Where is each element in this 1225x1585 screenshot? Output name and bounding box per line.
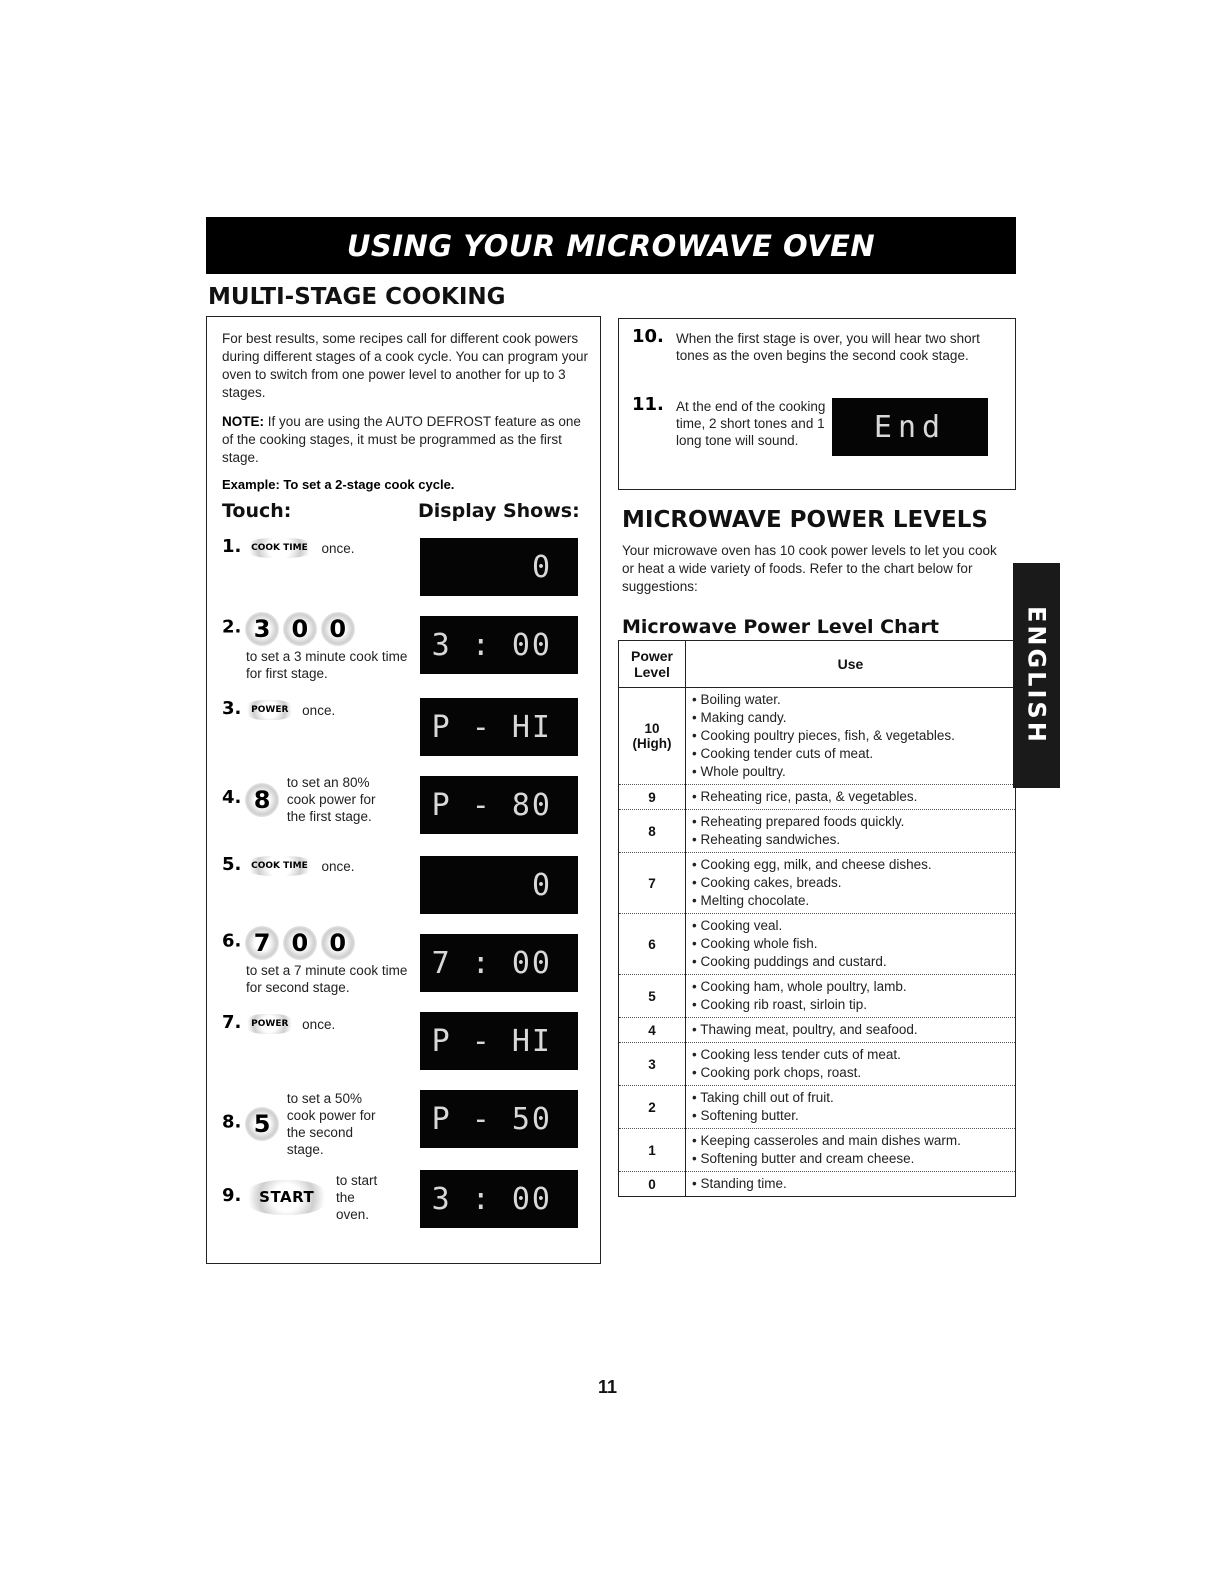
digit-0-key-icon: 0: [321, 926, 355, 960]
use-item: • Cooking puddings and custard.: [692, 953, 1009, 971]
use-cell: [686, 810, 1016, 853]
digit-0-key-icon: 0: [283, 612, 317, 646]
power-level-cell: [619, 785, 686, 810]
power-level-table: [618, 640, 1016, 1197]
use-cell: [686, 1043, 1016, 1086]
power-levels-title: MICROWAVE POWER LEVELS: [622, 507, 988, 533]
power-level-value: 10: [644, 721, 660, 736]
use-item: • Cooking pork chops, roast.: [692, 1064, 1009, 1082]
step-desc: once.: [302, 702, 336, 718]
use-item: • Taking chill out of fruit.: [692, 1089, 1009, 1107]
step-number: 5.: [222, 854, 242, 875]
step-number: 1.: [222, 536, 242, 557]
step-1: [222, 538, 355, 558]
step-desc: to set an 80% cook power for the first stage.: [286, 775, 376, 824]
power-level-value: 3: [648, 1056, 656, 1072]
use-item: • Reheating sandwiches.: [692, 831, 1009, 849]
example-caption: Example: To set a 2-stage cook cycle.: [222, 477, 455, 492]
multi-stage-note: [222, 413, 594, 467]
step-4: [222, 774, 397, 825]
use-item: • Cooking whole fish.: [692, 935, 1009, 953]
display-step-8: P - 50: [420, 1090, 578, 1148]
digit-7-key-icon: 7: [245, 926, 279, 960]
digit-0-key-icon: 0: [321, 612, 355, 646]
step-desc: once.: [321, 540, 355, 556]
use-item: • Reheating rice, pasta, & vegetables.: [692, 788, 1009, 806]
step-11: [632, 394, 827, 449]
cook-time-key-icon: COOK TIME: [245, 856, 314, 876]
language-tab: [1013, 563, 1060, 788]
use-cell: [686, 688, 1016, 785]
digit-0-key-icon: 0: [283, 926, 317, 960]
power-level-cell: [619, 975, 686, 1018]
use-item: • Cooking cakes, breads.: [692, 874, 1009, 892]
use-cell: [686, 975, 1016, 1018]
power-level-value: 2: [648, 1099, 656, 1115]
use-item: • Melting chocolate.: [692, 892, 1009, 910]
use-cell: [686, 1086, 1016, 1129]
use-cell: [686, 1129, 1016, 1172]
power-level-value: 1: [648, 1142, 656, 1158]
power-level-value: 9: [648, 789, 656, 805]
table-row: [619, 914, 1016, 975]
use-item: • Softening butter.: [692, 1107, 1009, 1125]
step-10: [632, 326, 992, 364]
table-body: [619, 688, 1016, 1197]
digit-5-key-icon: 5: [245, 1107, 279, 1141]
step-2: [222, 612, 411, 682]
use-cell: [686, 914, 1016, 975]
power-level-cell: [619, 853, 686, 914]
display-step-5: 0: [420, 856, 578, 914]
display-shows-header: Display Shows:: [418, 500, 580, 522]
use-cell: [686, 785, 1016, 810]
step-desc: to start the oven.: [336, 1173, 378, 1222]
multi-stage-intro: For best results, some recipes call for different cook powers during different stages of a cook cycle. You can program your oven to switch from one power level to another for up to 3 stages.: [222, 331, 588, 400]
power-chart-title: Microwave Power Level Chart: [622, 616, 939, 638]
display-step-7: P - HI: [420, 1012, 578, 1070]
use-item: • Softening butter and cream cheese.: [692, 1150, 1009, 1168]
step-desc: to set a 3 minute cook time for first stage.: [246, 649, 408, 681]
step-number: 4.: [222, 787, 242, 809]
step-desc: At the end of the cooking time, 2 short tones and 1 long tone will sound.: [676, 399, 826, 448]
table-row: [619, 1172, 1016, 1197]
step-number: 9.: [222, 1185, 242, 1207]
display-step-9: 3 : 00: [420, 1170, 578, 1228]
power-level-cell: [619, 688, 686, 785]
use-item: • Cooking egg, milk, and cheese dishes.: [692, 856, 1009, 874]
table-row: [619, 688, 1016, 785]
step-6: [222, 926, 411, 996]
table-row: [619, 853, 1016, 914]
use-item: • Cooking less tender cuts of meat.: [692, 1046, 1009, 1064]
use-item: • Thawing meat, poultry, and seafood.: [692, 1021, 1009, 1039]
step-9: [222, 1172, 391, 1223]
table-row: [619, 1129, 1016, 1172]
table-header-row: [619, 641, 1016, 688]
power-key-icon: POWER: [245, 1014, 294, 1034]
step-number: 3.: [222, 698, 242, 719]
power-level-cell: [619, 1043, 686, 1086]
power-level-cell: [619, 810, 686, 853]
power-level-cell: [619, 914, 686, 975]
page-number: 11: [598, 1377, 618, 1397]
display-step-4: P - 80: [420, 776, 578, 834]
step-desc: once.: [321, 858, 355, 874]
power-level-cell: [619, 1129, 686, 1172]
step-number: 8.: [222, 1111, 242, 1133]
power-level-value: 6: [648, 936, 656, 952]
step-5: [222, 856, 355, 876]
display-step-1: 0: [420, 538, 578, 596]
step-desc: When the first stage is over, you will hear two short tones as the oven begins the second cook stage.: [676, 331, 980, 363]
step-8: [222, 1090, 387, 1158]
banner-title: USING YOUR MICROWAVE OVEN: [346, 228, 876, 263]
step-desc: to set a 50% cook power for the second stage.: [286, 1091, 376, 1157]
use-item: • Keeping casseroles and main dishes warm.: [692, 1132, 1009, 1150]
display-step-6: 7 : 00: [420, 934, 578, 992]
power-level-cell: [619, 1172, 686, 1197]
display-step-3: P - HI: [420, 698, 578, 756]
use-item: • Standing time.: [692, 1175, 1009, 1193]
power-level-cell: [619, 1018, 686, 1043]
step-7: [222, 1014, 335, 1034]
use-cell: [686, 1018, 1016, 1043]
use-item: • Whole poultry.: [692, 763, 1009, 781]
use-item: • Making candy.: [692, 709, 1009, 727]
step-desc: to set a 7 minute cook time for second stage.: [246, 963, 408, 995]
power-key-icon: POWER: [245, 700, 294, 720]
use-item: • Cooking tender cuts of meat.: [692, 745, 1009, 763]
step-desc: once.: [302, 1016, 336, 1032]
power-levels-intro: Your microwave oven has 10 cook power levels to let you cook or heat a wide variety of foods. Refer to the chart below for suggestions:: [622, 543, 997, 594]
display-step-2: 3 : 00: [420, 616, 578, 674]
power-level-note: (High): [632, 736, 672, 751]
digit-3-key-icon: 3: [245, 612, 279, 646]
use-item: • Reheating prepared foods quickly.: [692, 813, 1009, 831]
use-cell: [686, 1172, 1016, 1197]
table-row: [619, 975, 1016, 1018]
page-banner: [206, 217, 1016, 274]
step-number: 6.: [222, 930, 242, 952]
table-row: [619, 810, 1016, 853]
step-number: 11.: [632, 394, 664, 415]
column-header-use: Use: [686, 641, 1016, 688]
step-number: 10.: [632, 326, 664, 347]
touch-header: Touch:: [222, 500, 292, 522]
step-number: 7.: [222, 1012, 242, 1033]
use-item: • Cooking rib roast, sirloin tip.: [692, 996, 1009, 1014]
multi-stage-title: MULTI-STAGE COOKING: [208, 284, 506, 310]
power-level-value: 5: [648, 988, 656, 1004]
table-row: [619, 1018, 1016, 1043]
table-row: [619, 1043, 1016, 1086]
use-item: • Boiling water.: [692, 691, 1009, 709]
step-3: [222, 700, 335, 720]
start-key-icon: START: [245, 1180, 328, 1215]
column-header-level: Power Level: [619, 641, 686, 688]
note-text: If you are using the AUTO DEFROST feature as one of the cooking stages, it must be programmed as the first stage.: [222, 414, 581, 465]
cook-time-key-icon: COOK TIME: [245, 538, 314, 558]
use-item: • Cooking veal.: [692, 917, 1009, 935]
note-label: NOTE:: [222, 414, 264, 429]
power-level-cell: [619, 1086, 686, 1129]
use-item: • Cooking ham, whole poultry, lamb.: [692, 978, 1009, 996]
language-tab-label: ENGLISH: [1022, 606, 1051, 745]
power-level-value: 7: [648, 875, 656, 891]
display-end: End: [832, 398, 988, 456]
use-item: • Cooking poultry pieces, fish, & vegetables.: [692, 727, 1009, 745]
step-number: 2.: [222, 616, 242, 638]
power-level-value: 8: [648, 823, 656, 839]
power-level-value: 0: [648, 1176, 656, 1192]
power-level-value: 4: [648, 1022, 656, 1038]
table-row: [619, 785, 1016, 810]
use-cell: [686, 853, 1016, 914]
digit-8-key-icon: 8: [245, 783, 279, 817]
table-row: [619, 1086, 1016, 1129]
